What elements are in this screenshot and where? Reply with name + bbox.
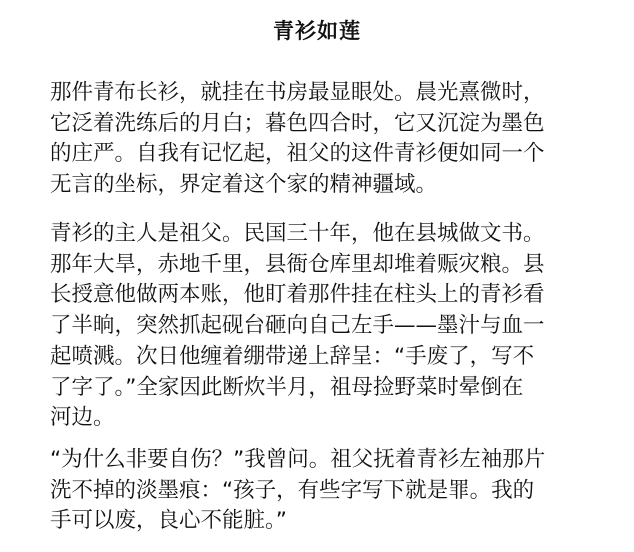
text-line: 无言的坐标，界定着这个家的精神疆域。 <box>50 172 438 198</box>
text-line: 洗不掉的淡墨痕：“孩子，有些字写下就是罪。我的 <box>50 477 535 503</box>
text-line: “为什么非要自伤？”我曾问。祖父抚着青衫左袖那片 <box>50 447 546 472</box>
paragraph-1 <box>50 78 626 201</box>
document-title: 青衫如莲 <box>273 19 361 43</box>
paragraph-3 <box>50 445 626 537</box>
text-line: 它泛着洗练后的月白；暮色四合时，它又沉淀为墨色 <box>50 110 545 136</box>
text-line: 了半晌，突然抓起砚台砸向自己左手——墨汁与血一 <box>50 313 545 339</box>
text-line: 那年大旱，赤地千里，县衙仓库里却堆着赈灾粮。县 <box>50 251 545 277</box>
paragraph-2 <box>50 219 626 434</box>
text-line: 的庄严。自我有记忆起，祖父的这件青衫便如同一个 <box>50 141 545 167</box>
text-line: 那件青布长衫，就挂在书房最显眼处。晨光熹微时， <box>50 80 545 105</box>
text-line: 河边。 <box>50 405 115 431</box>
text-line: 手可以废，良心不能脏。” <box>50 508 287 534</box>
text-line: 长授意他做两本账，他盯着那件挂在柱头上的青衫看 <box>50 282 545 308</box>
text-line: 青衫的主人是祖父。民国三十年，他在县城做文书。 <box>50 221 545 246</box>
text-line: 起喷溅。次日他缠着绷带递上辞呈：“手废了，写不 <box>50 343 535 369</box>
text-line: 了字了。”全家因此断炊半月，祖母捡野菜时晕倒在 <box>50 374 524 400</box>
